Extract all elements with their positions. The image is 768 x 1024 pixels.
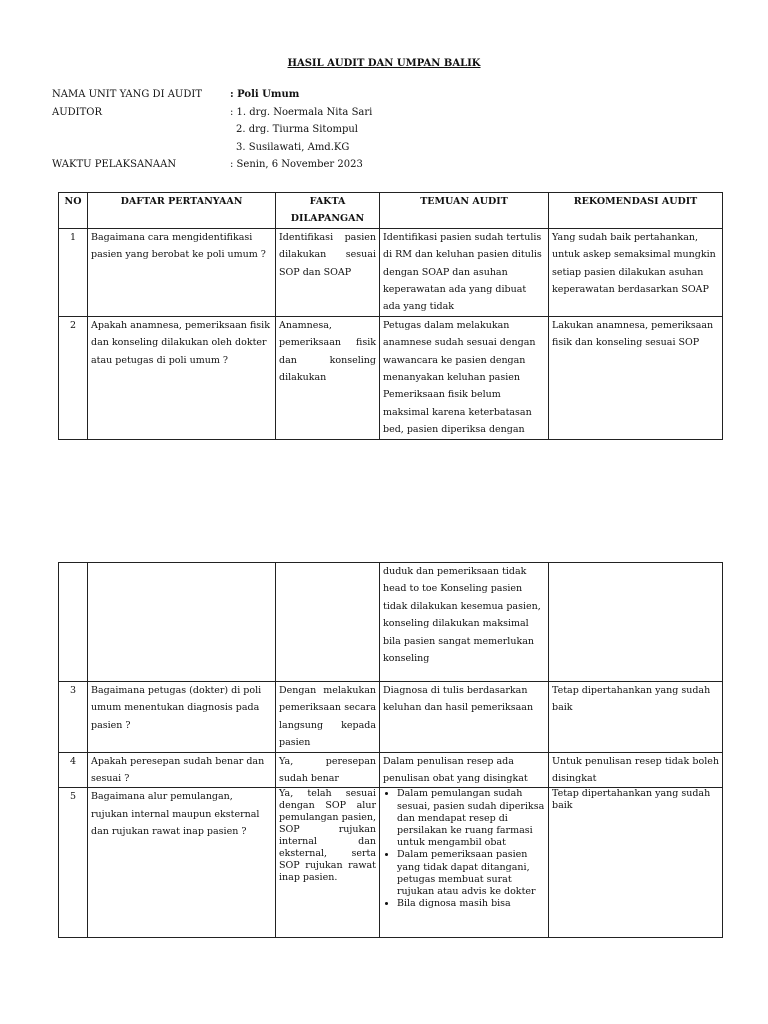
table-row — [59, 682, 723, 753]
row-finding — [380, 788, 549, 938]
waktu-value: : Senin, 6 November 2023 — [230, 159, 363, 170]
row-question: Bagaimana cara mengidentifikasi pasien yang berobat ke poli umum ? — [88, 228, 276, 316]
list-item: • Dalam pemeriksaan pasien yang tidak dapat ditangani, petugas membuat surat rujukan atau advis ke dokter — [397, 849, 545, 898]
list-item: • Bila dignosa masih bisa — [397, 898, 545, 910]
list-item: • Dalam pemulangan sudah sesuai, pasien sudah diperiksa dan mendapat resep di persilakan ke ruang farmasi untuk mengambil obat — [397, 788, 545, 849]
row-fact: Anamnesa, pemeriksaan fisik dan konseling dilakukan — [276, 316, 380, 439]
row-question — [88, 563, 276, 682]
auditor-1: : 1. drg. Noermala Nita Sari — [230, 106, 373, 118]
row-recommendation — [549, 563, 723, 682]
audit-meta — [52, 86, 372, 174]
row-recommendation: Tetap dipertahankan yang sudah baik — [549, 788, 723, 938]
row-finding: Identifikasi pasien sudah tertulis di RM dan keluhan pasien ditulis dengan SOAP dan asuhan keperawatan ada yang dibuat ada yang tidak — [380, 228, 549, 316]
row-question: Apakah anamnesa, pemeriksaan fisik dan konseling dilakukan oleh dokter atau petugas di poli umum ? — [88, 316, 276, 439]
row-finding: duduk dan pemeriksaan tidak head to toe Konseling pasien tidak dilakukan kesemua pasien, konseling dilakukan maksimal bila pasien sangat memerlukan konseling — [380, 563, 549, 682]
table-row — [59, 228, 723, 316]
row-finding: Dalam penulisan resep ada penulisan obat yang disingkat — [380, 752, 549, 788]
row-finding: Petugas dalam melakukan anamnese sudah sesuai dengan wawancara ke pasien dengan menanyakan keluhan pasien Pemeriksaan fisik belum maksimal karena keterbatasan bed, pasien diperiksa dengan — [380, 316, 549, 439]
row-finding: Diagnosa di tulis berdasarkan keluhan dan hasil pemeriksaan — [380, 682, 549, 753]
table-row — [59, 752, 723, 788]
row-recommendation: Tetap dipertahankan yang sudah baik — [549, 682, 723, 753]
unit-value: : Poli Umum — [230, 89, 300, 100]
audit-table-page-1 — [58, 192, 723, 440]
spacer — [52, 121, 230, 139]
row-no: 1 — [59, 228, 88, 316]
waktu-label: WAKTU PELAKSANAAN — [52, 159, 177, 170]
row-question: Apakah peresepan sudah benar dan sesuai ? — [88, 752, 276, 788]
table-row — [59, 788, 723, 938]
header-finding: TEMUAN AUDIT — [380, 193, 549, 229]
header-recommendation: REKOMENDASI AUDIT — [549, 193, 723, 229]
row-fact: Dengan melakukan pemeriksaan secara langsung kepada pasien — [276, 682, 380, 753]
row-no: 2 — [59, 316, 88, 439]
finding-bullet-list — [383, 788, 545, 910]
row-no: 4 — [59, 752, 88, 788]
auditor-label: AUDITOR — [52, 106, 103, 118]
row-fact: Ya, peresepan sudah benar — [276, 752, 380, 788]
row-recommendation: Lakukan anamnesa, pemeriksaan fisik dan konseling sesuai SOP — [549, 316, 723, 439]
row-fact: Ya, telah sesuai dengan SOP alur pemulangan pasien, SOP rujukan internal dan eksternal, serta SOP rujukan rawat inap pasien. — [276, 788, 380, 938]
row-recommendation: Yang sudah baik pertahankan, untuk askep semaksimal mungkin setiap pasien dilakukan asuhan keperawatan berdasarkan SOAP — [549, 228, 723, 316]
row-no: 3 — [59, 682, 88, 753]
header-question: DAFTAR PERTANYAAN — [88, 193, 276, 229]
row-no — [59, 563, 88, 682]
table-row — [59, 316, 723, 439]
header-no: NO — [59, 193, 88, 229]
auditor-3: 3. Susilawati, Amd.KG — [236, 141, 350, 153]
document-title: HASIL AUDIT DAN UMPAN BALIK — [287, 58, 481, 69]
row-no: 5 — [59, 788, 88, 938]
row-fact — [276, 563, 380, 682]
unit-label: NAMA UNIT YANG DI AUDIT — [52, 89, 202, 100]
spacer — [52, 139, 230, 157]
header-fact: FAKTA DILAPANGAN — [276, 193, 380, 229]
audit-table-page-2 — [58, 562, 723, 938]
row-fact: Identifikasi pasien dilakukan sesuai SOP dan SOAP — [276, 228, 380, 316]
row-question: Bagaimana petugas (dokter) di poli umum menentukan diagnosis pada pasien ? — [88, 682, 276, 753]
row-question: Bagaimana alur pemulangan, rujukan internal maupun eksternal dan rujukan rawat inap pasien ? — [88, 788, 276, 938]
row-recommendation: Untuk penulisan resep tidak boleh disingkat — [549, 752, 723, 788]
auditor-2: 2. drg. Tiurma Sitompul — [236, 124, 358, 135]
table-row — [59, 563, 723, 682]
